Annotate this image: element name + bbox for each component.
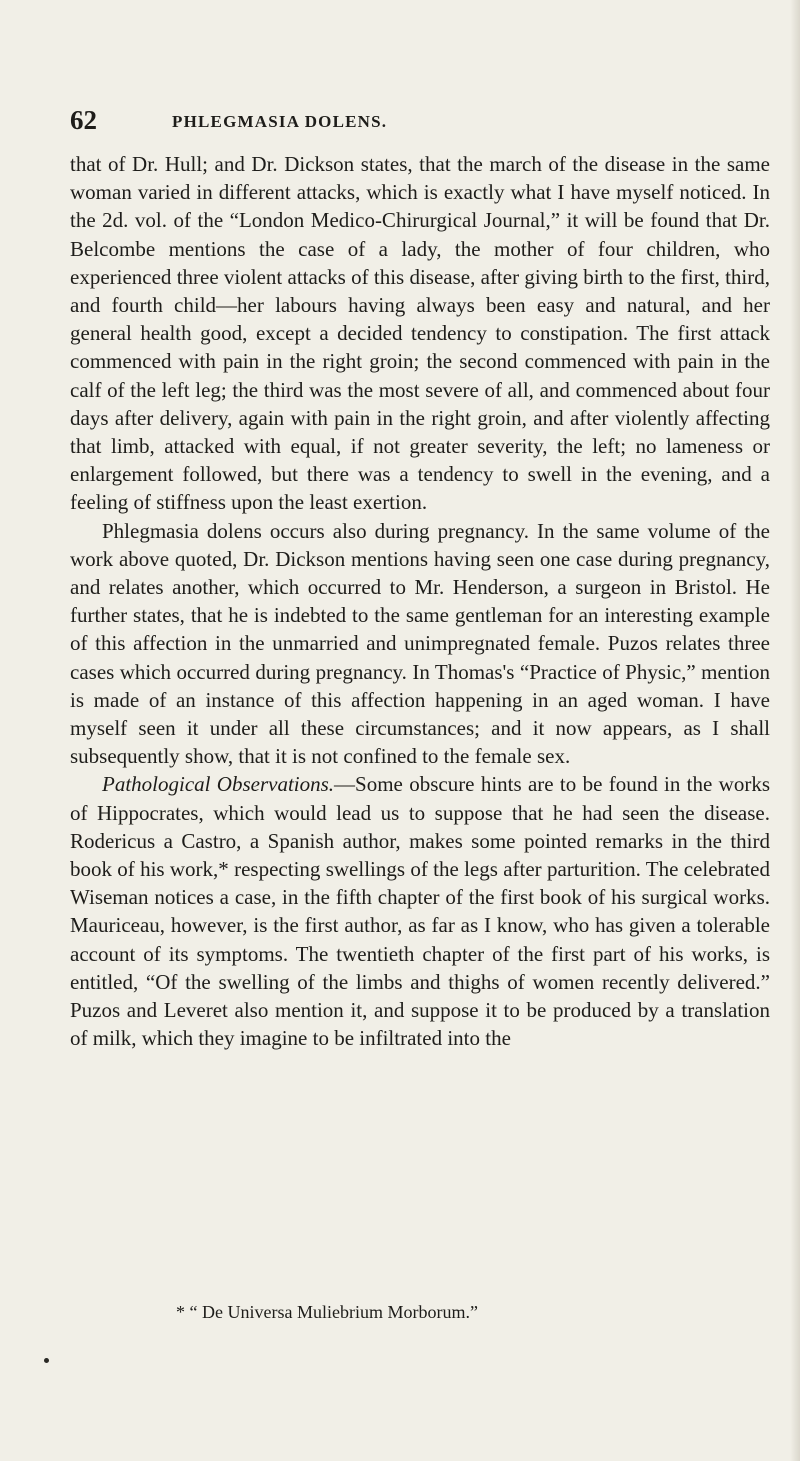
page-edge-shadow <box>790 0 800 1461</box>
running-head <box>70 103 770 137</box>
running-title: PHLEGMASIA DOLENS. <box>172 112 388 131</box>
footnote: * “ De Universa Muliebrium Morborum.” <box>176 1302 478 1322</box>
paragraph-2: Phlegmasia dolens occurs also during pregnancy. In the same volume of the work above quoted, Dr. Dickson mentions having seen one case during pregnancy, and relates another, which occurred to Mr. Henderson, a surgeon in Bristol. He further states, that he is indebted to the same gentleman for an interesting example of this affection in the unmarried and unimpregnated female. Puzos relates three cases which occurred during pregnancy. In Thomas's “Practice of Physic,” mention is made of an instance of this affection happening in an aged woman. I have myself seen it under all these circumstances; and it now appears, as I shall subsequently show, that it is not confined to the female sex. <box>70 518 770 769</box>
page-number: 62 <box>70 105 97 135</box>
paragraph-1: that of Dr. Hull; and Dr. Dickson states, that the march of the disease in the same woman varied in different attacks, which is exactly what I have myself noticed. In the 2d. vol. of the “London Medico-Chirurgical Journal,” it will be found that Dr. Belcombe mentions the case of a lady, the mother of four children, who experienced three violent attacks of this disease, after giving birth to the first, third, and fourth child—her labours having always been easy and natural, and her general health good, except a decided tendency to constipation. The first attack commenced with pain in the right groin; the second commenced with pain in the calf of the left leg; the third was the most severe of all, and commenced about four days after delivery, again with pain in the right groin, and after violently affecting that limb, attacked with equal, if not greater severity, the left; no lameness or enlargement followed, but there was a tendency to swell in the evening, and a feeling of stiffness upon the least exertion. <box>70 152 770 515</box>
body-text <box>70 150 770 1053</box>
section-heading-pathological-observations: Pathological Observations. <box>102 772 335 797</box>
ink-speck <box>44 1358 49 1363</box>
paragraph-3-text: —Some obscure hints are to be found in the works of Hippocrates, which would lead us to suppose that he had seen the disease. Rodericus a Castro, a Spanish author, makes some pointed remarks in the third book of his work,* respecting swellings of the legs after parturition. The celebrated Wiseman notices a case, in the fifth chapter of the first book of his surgical works. Mauriceau, however, is the first author, as far as I know, who has given a tolerable account of its symptoms. The twentieth chapter of the first part of his works, is entitled, “Of the swelling of the limbs and thighs of women recently delivered.” Puzos and Leveret also mention it, and suppose it to be produced by a translation of milk, which they imagine to be infiltrated into the <box>70 772 770 1051</box>
paragraph-3 <box>70 770 770 1052</box>
